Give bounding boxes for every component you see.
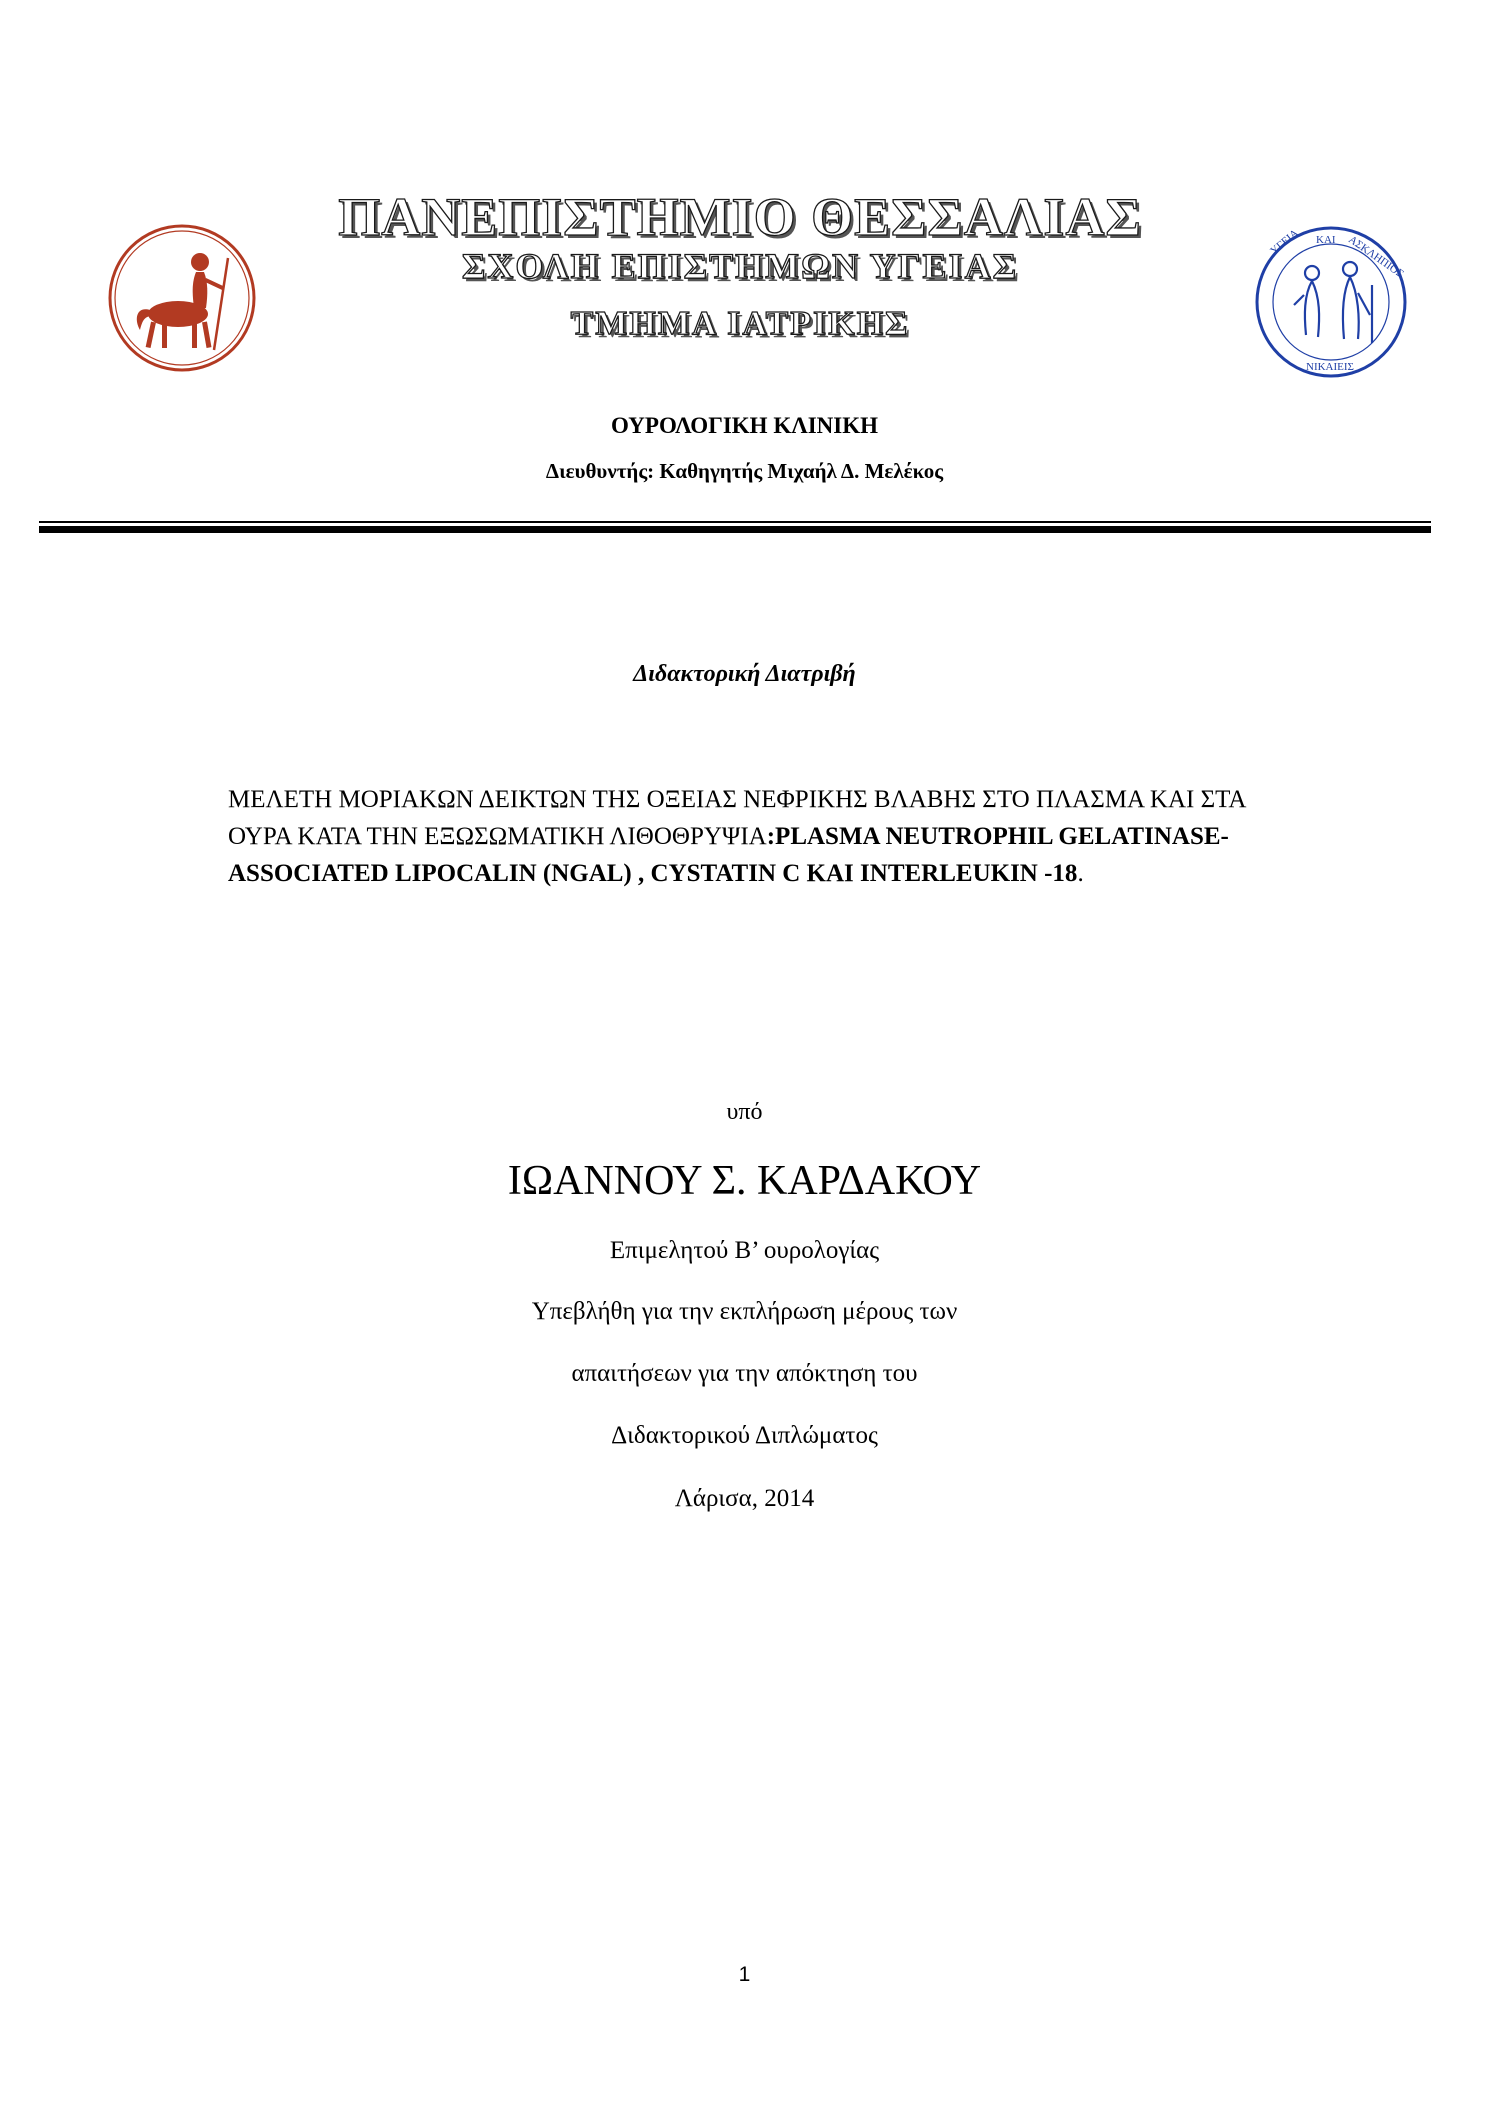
director-line: Διευθυντής: Καθηγητής Μιχαήλ Δ. Μελέκος [545, 459, 944, 483]
submission-line-2: απαιτήσεων για την απόκτηση του [571, 1360, 918, 1387]
author-name: ΙΩΑΝΝΟΥ Σ. ΚΑΡΔΑΚΟΥ [507, 1158, 982, 1204]
clinic-name: ΟΥΡΟΛΟΓΙΚΗ ΚΛΙΝΙΚΗ [611, 413, 878, 438]
submission-line-1: Υπεβλήθη για την εκπλήρωση μέρους των [531, 1298, 958, 1325]
thesis-title-plain: ΜΕΛΕΤΗ ΜΟΡΙΑΚΩΝ ΔΕΙΚΤΩΝ ΤΗΣ ΟΞΕΙΑΣ ΝΕΦΡΙΚΗΣ ΒΛΑΒΗΣ ΣΤΟ ΠΛΑΣΜΑ ΚΑΙ ΣΤΑ ΟΥΡΑ ΚΑΤΑ ΤΗΝ ΕΞΩΣΩΜΑΤΙΚΗ ΛΙΘΟΘΡΥΨΙΑ [228, 786, 1246, 850]
university-title: ΠΑΝΕΠΙΣΤΗΜΙΟ ΘΕΣΣΑΛΙΑΣ [338, 187, 1142, 247]
thesis-title [228, 781, 1268, 892]
hygeia-asclepius-seal-icon [1254, 225, 1408, 379]
submission-line-3: Διδακτορικού Διπλώματος [611, 1422, 878, 1449]
school-title: ΣΧΟΛΗ ΕΠΙΣΤΗΜΩΝ ΥΓΕΙΑΣ [461, 246, 1019, 286]
svg-text:ΥΓΕΙΑ: ΥΓΕΙΑ [1268, 227, 1301, 258]
place-year: Λάρισα, 2014 [674, 1485, 815, 1512]
centaur-seal-icon [106, 222, 258, 374]
svg-text:ΚΑΙ: ΚΑΙ [1316, 234, 1336, 246]
thesis-title-end: . [1077, 860, 1084, 887]
document-type: Διδακτορική Διατριβή [633, 661, 856, 687]
header-rule-thick [39, 526, 1431, 533]
page-number: 1 [738, 1963, 751, 1986]
svg-text:ΑΣΚΛΗΠΙΟΣ: ΑΣΚΛΗΠΙΟΣ [1346, 233, 1406, 281]
svg-text:ΝΙΚΑΙΕΙΣ: ΝΙΚΑΙΕΙΣ [1306, 361, 1354, 373]
by-label: υπό [726, 1099, 763, 1125]
header-rule-thin [39, 521, 1431, 523]
department-title: ΤΜΗΜΑ ΙΑΤΡΙΚΗΣ [570, 305, 910, 342]
author-role: Επιμελητού Β’ ουρολογίας [609, 1237, 880, 1264]
thesis-title-bold: :PLASMA NEUTROPHIL GELATINASE-ASSOCIATED LIPOCALIN (NGAL) , CYSTATIN C ΚΑΙ INTERLEUKIN -18 [228, 823, 1229, 887]
